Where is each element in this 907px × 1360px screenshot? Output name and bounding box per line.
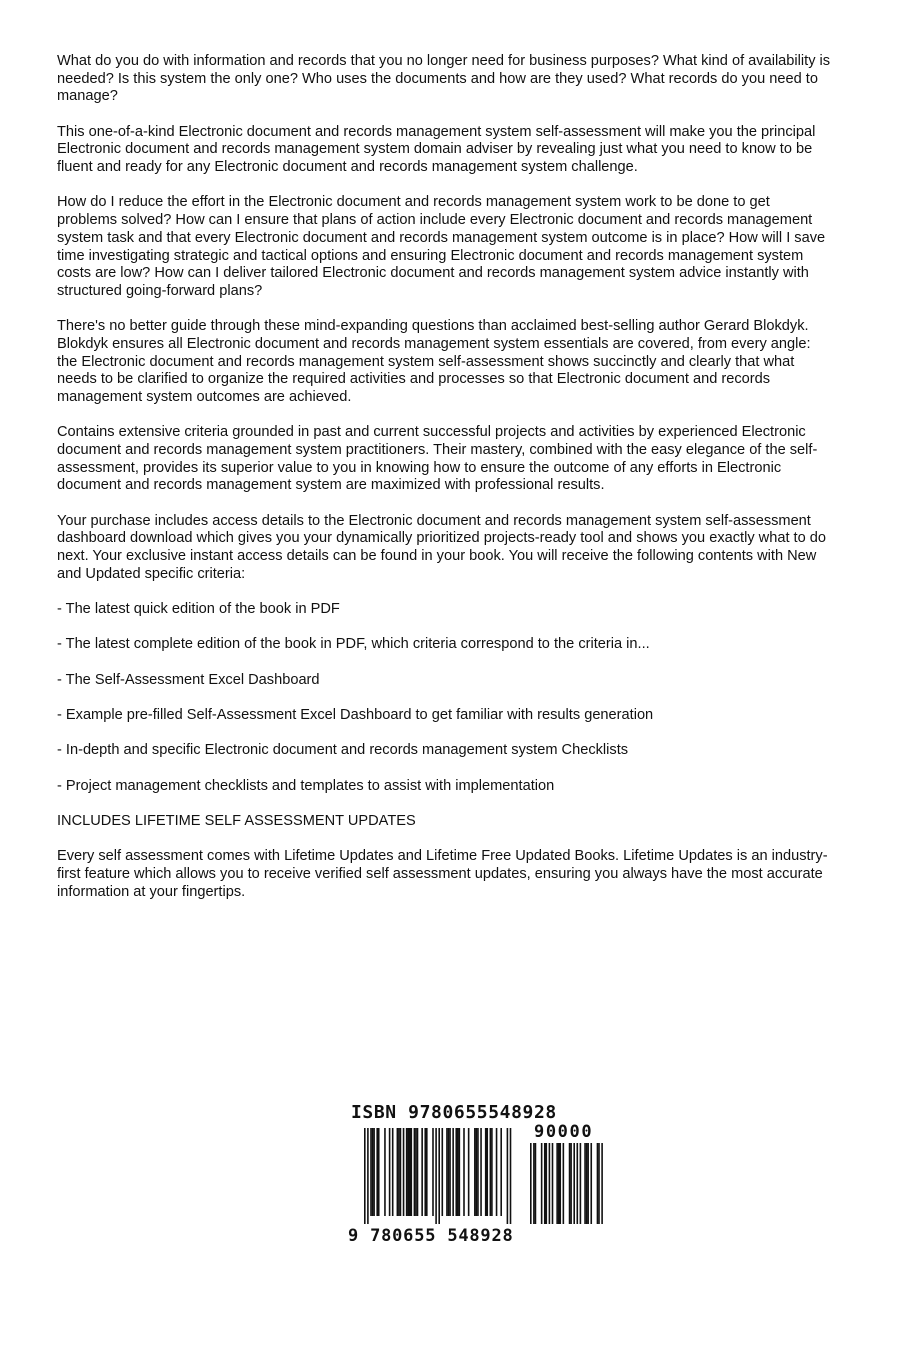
barcode-bar [449, 1128, 451, 1216]
addon-barcode-bar [556, 1143, 558, 1224]
addon-barcode-bar [535, 1143, 537, 1224]
barcode-bar [455, 1128, 457, 1216]
barcode-bar [485, 1128, 487, 1216]
barcode-bar [415, 1128, 417, 1216]
barcode-bar [438, 1128, 440, 1224]
barcode-bar [384, 1128, 386, 1216]
barcode-bar [367, 1128, 369, 1224]
barcode-bar [480, 1128, 482, 1216]
addon-barcode-bar [598, 1143, 600, 1224]
barcode-bar [476, 1128, 478, 1216]
addon-barcode-bar [546, 1143, 548, 1224]
addon-barcode-bar [549, 1143, 551, 1224]
barcode-bar [372, 1128, 374, 1216]
addon-barcode-bar [552, 1143, 554, 1224]
barcode-bar [459, 1128, 461, 1216]
barcode-bar [376, 1128, 378, 1216]
barcode-bar [406, 1128, 408, 1216]
barcode-bar [446, 1128, 448, 1216]
closing-paragraph: Every self assessment comes with Lifetime Updates and Lifetime Free Updated Books. Lifetime Updates is an industry-first feature which allows you to receive verified self assessment updates, ensuring you always have the most accurate information at your fingertips. [57, 848, 828, 900]
barcode-bar [426, 1128, 428, 1216]
addon-barcode-bar [530, 1143, 532, 1224]
list-item: - Example pre-filled Self-Assessment Excel Dashboard to get familiar with results generation [57, 707, 654, 724]
barcode-bar [378, 1128, 380, 1216]
barcode-bar [507, 1128, 509, 1224]
addon-barcode-bar [573, 1143, 575, 1224]
barcode-bar [491, 1128, 493, 1216]
barcode-bar [442, 1128, 444, 1216]
principal-paragraph: This one-of-a-kind Electronic document and records management system self-assessment will make you the principal Electronic document and records management system domain adviser by revealing just what you need to know to be fluent and ready for any Electronic document and records management system challenge. [57, 123, 816, 176]
barcode-bar [457, 1128, 459, 1216]
addon-barcode-bar [601, 1143, 603, 1224]
author-paragraph: There's no better guide through these mind-expanding questions than acclaimed best-selling author Gerard Blokdyk. Blokdyk ensures all Electronic document and records management system essentials are covered, from every angle: the Electronic document and records management system self-assessment shows succinctly and clearly that what needs to be clarified to organize the required activities and processes so that Electronic document and records management system outcomes are achieved. [57, 318, 811, 406]
addon-barcode-bar [597, 1143, 599, 1224]
barcode-digits: 9 780655 548928 [348, 1226, 514, 1246]
addon-barcode-bar [590, 1143, 592, 1224]
isbn-label: ISBN 9780655548928 [351, 1102, 557, 1123]
barcode-bar [463, 1128, 465, 1216]
back-cover-text [57, 53, 832, 919]
barcode-bar [468, 1128, 470, 1216]
barcode-bar [392, 1128, 394, 1216]
list-item: - The latest complete edition of the book in PDF, which criteria correspond to the criteria in... [57, 636, 650, 653]
criteria-paragraph: Contains extensive criteria grounded in past and current successful projects and activities by experienced Electronic document and records management system practitioners. Their mastery, combined with the easy elegance of the self-assessment, provides its superior value to you in knowing how to ensure the outcome of any efforts in Electronic document and records management system are maximized with professional results. [57, 424, 818, 494]
barcode-bar [398, 1128, 400, 1216]
barcode-bar [486, 1128, 488, 1216]
barcode-bar [364, 1128, 366, 1224]
barcode-bar [403, 1128, 405, 1216]
addon-barcode-bar [570, 1143, 572, 1224]
barcode-bar [414, 1128, 416, 1216]
price-code: 90000 [534, 1122, 594, 1142]
barcode-bar [435, 1128, 437, 1224]
isbn-barcode [348, 1102, 608, 1252]
barcode-bar [389, 1128, 391, 1216]
barcode-bar [409, 1128, 411, 1216]
list-item: - Project management checklists and templates to assist with implementation [57, 777, 555, 794]
addon-barcode-bar [587, 1143, 589, 1224]
questions-paragraph: How do I reduce the effort in the Electronic document and records management system work to be done to get problems solved? How can I ensure that plans of action include every Electronic document and records management system task and that every Electronic document and records management system outcome is in place? How will I save time investigating strategic and tactical options and ensuring Electronic document and records management system costs are low? How can I deliver tailored Electronic document and records management system advice instantly with structured going-forward plans? [57, 194, 826, 299]
barcode-bar [424, 1128, 426, 1216]
barcode-bar [421, 1128, 423, 1216]
list-item: - In-depth and specific Electronic document and records management system Checklists [57, 742, 629, 759]
barcode-bar [432, 1128, 434, 1216]
barcode-bar [411, 1128, 413, 1216]
addon-barcode-bar [584, 1143, 586, 1224]
barcode-bar [407, 1128, 409, 1216]
updates-heading: INCLUDES LIFETIME SELF ASSESSMENT UPDATES [57, 812, 416, 829]
barcode-bar [510, 1128, 512, 1224]
barcode-bar [373, 1128, 375, 1216]
addon-barcode-bar [544, 1143, 546, 1224]
list-item: - The latest quick edition of the book in PDF [57, 601, 340, 618]
addon-barcode-bar [559, 1143, 561, 1224]
list-item: - The Self-Assessment Excel Dashboard [57, 671, 320, 688]
purchase-paragraph: Your purchase includes access details to the Electronic document and records management system self-assessment dashboard download which gives you your dynamically prioritized projects-ready tool and shows you exactly what to do next. Your exclusive instant access details can be found in your book. You will receive the following contents with New and Updated specific criteria: [57, 512, 827, 582]
addon-barcode-bar [563, 1143, 565, 1224]
barcode-bar [417, 1128, 419, 1216]
barcode-bar [448, 1128, 450, 1216]
addon-barcode-bar [558, 1143, 560, 1224]
barcode-bar [400, 1128, 402, 1216]
addon-barcode-bar [569, 1143, 571, 1224]
barcode-bar [370, 1128, 372, 1216]
barcode-bar [474, 1128, 476, 1216]
barcode-bar [496, 1128, 498, 1216]
barcode-bar [452, 1128, 454, 1216]
barcode-bar [500, 1128, 502, 1216]
barcode-bar [477, 1128, 479, 1216]
addon-barcode-bar [577, 1143, 579, 1224]
addon-barcode-bar [580, 1143, 582, 1224]
addon-barcode-bar [533, 1143, 535, 1224]
barcode-bar [397, 1128, 399, 1216]
addon-barcode-bar [586, 1143, 588, 1224]
barcode-bar [490, 1128, 492, 1216]
addon-barcode-bar [541, 1143, 543, 1224]
intro-paragraph: What do you do with information and records that you no longer need for business purposes? What kind of availability is needed? Is this system the only one? Who uses the documents and how are they used? What records do you need to manage? [57, 53, 831, 105]
